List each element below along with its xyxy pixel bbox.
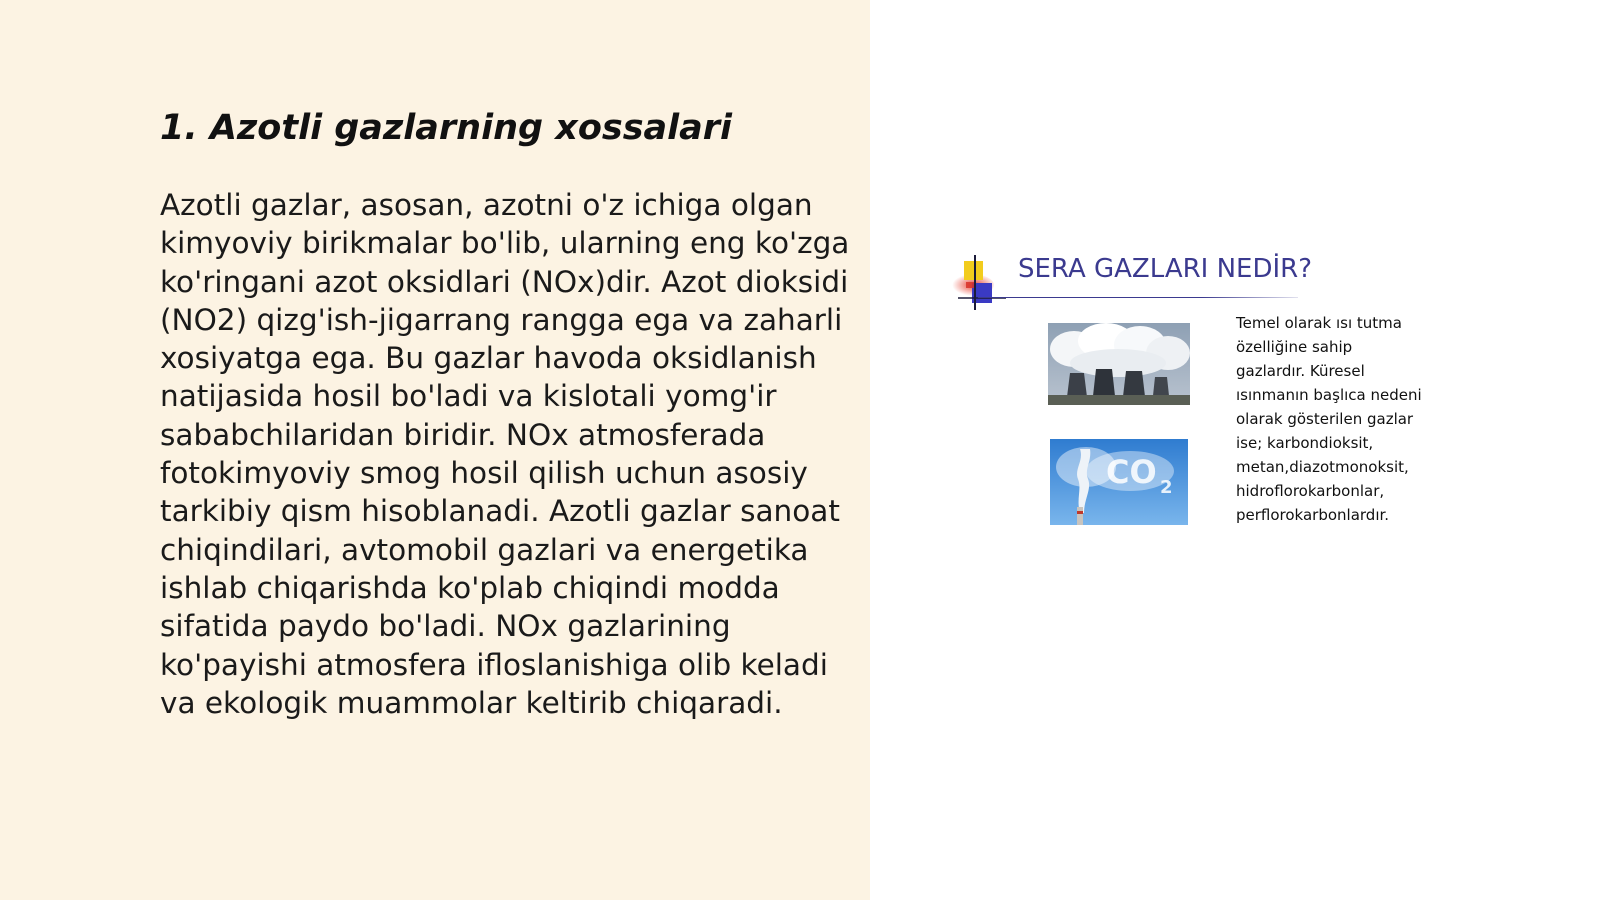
co2-label: CO — [1106, 453, 1157, 491]
slide-title: 1. Azotli gazlarning xossalari — [160, 108, 733, 148]
embedded-slide-image — [950, 245, 1430, 535]
body-paragraph: Azotli gazlar, asosan, azotni o'z ichiga olgan kimyoviy birikmalar bo'lib, ularning eng ko'zga ko'ringani azot oksidlari (NOx)dir. Azot dioksidi (NO2) qizg'ish-jigarrang rangga ega va zaharli xosiyatga ega. Bu gazlar havoda oksidlanish natijasida hosil bo'ladi va kislotali yomg'ir sababchilaridan biridir. NOx atmosferada fotokimyoviy smog hosil qilish uchun asosiy tarkibiy qism hisoblanadi. Azotli gazlar sanoat chiqindilari, avtomobil gazlari va energetika ishlab chiqarishda ko'plab chiqindi modda sifatida paydo bo'ladi. NOx gazlarining ko'payishi atmosfera ifloslanishiga olib keladi va ekologik muammolar keltirib chiqaradi. — [160, 188, 850, 720]
cooling-towers-photo — [1048, 323, 1190, 405]
co2-smokestack-photo — [1050, 439, 1188, 525]
title-underline — [978, 297, 1298, 298]
colored-squares-logo-icon — [950, 253, 1008, 311]
embedded-slide-description: Temel olarak ısı tutma özelliğine sahip gazlardır. Küresel ısınmanın başlıca nedeni olarak gösterilen gazlar ise; karbondioksit, metan,diazotmonoksit, hidroflorokarbonlar, perflorokarbonlardır. — [1236, 314, 1422, 524]
embedded-slide-title: SERA GAZLARI NEDİR? — [1018, 254, 1313, 284]
co2-subscript: 2 — [1160, 477, 1173, 498]
